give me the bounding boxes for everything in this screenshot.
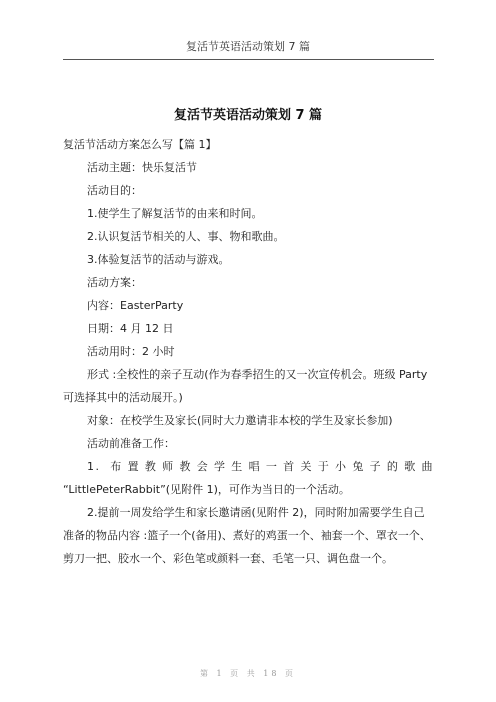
- document-title: 复活节英语活动策划 7 篇: [173, 108, 323, 123]
- paragraph: 2.认识复活节相关的人、事、物和歌曲。: [87, 230, 285, 243]
- paragraph: 1. 布置教师教会学生唱一首关于小兔子的歌曲: [87, 460, 434, 473]
- paragraph: 3.体验复活节的活动与游戏。: [87, 253, 230, 266]
- paragraph: 活动用时：2 小时: [87, 345, 175, 358]
- header-rule: [63, 59, 434, 60]
- paragraph: 活动主题：快乐复活节: [87, 161, 197, 174]
- running-header: 复活节英语活动策划 7 篇: [186, 40, 310, 53]
- paragraph: 对象：在校学生及家长(同时大力邀请非本校的学生及家长参加): [87, 414, 393, 427]
- paragraph: 2.提前一周发给学生和家长邀请函(见附件 2)，同时附加需要学生自己准备的物品内容 :篮子一个(备用)、煮好的鸡蛋一个、袖套一个、罩衣一个、剪刀一把、胶水一个、彩色笔或颜料一套、毛笔一只、调色盘一个。: [63, 506, 431, 565]
- page-number: 第 1 页 共 18 页: [200, 669, 296, 678]
- paragraph: 内容：EasterParty: [87, 299, 184, 312]
- paragraph: “LittlePeterRabbit”(见附件 1)，可作为当日的一个活动。: [63, 483, 350, 496]
- document-body: [63, 133, 434, 570]
- paragraph: 日期：4 月 12 日: [87, 322, 174, 335]
- paragraph: 活动目的：: [87, 184, 142, 197]
- paragraph: 形式 :全校性的亲子互动(作为春季招生的又一次宣传机会。班级 Party 可选择其中的活动展开。): [63, 368, 428, 404]
- section-heading: 复活节活动方案怎么写【篇 1】: [63, 138, 217, 151]
- paragraph: 1.使学生了解复活节的由来和时间。: [87, 207, 263, 220]
- paragraph: 活动方案：: [87, 276, 142, 289]
- paragraph: 活动前准备工作：: [87, 437, 175, 450]
